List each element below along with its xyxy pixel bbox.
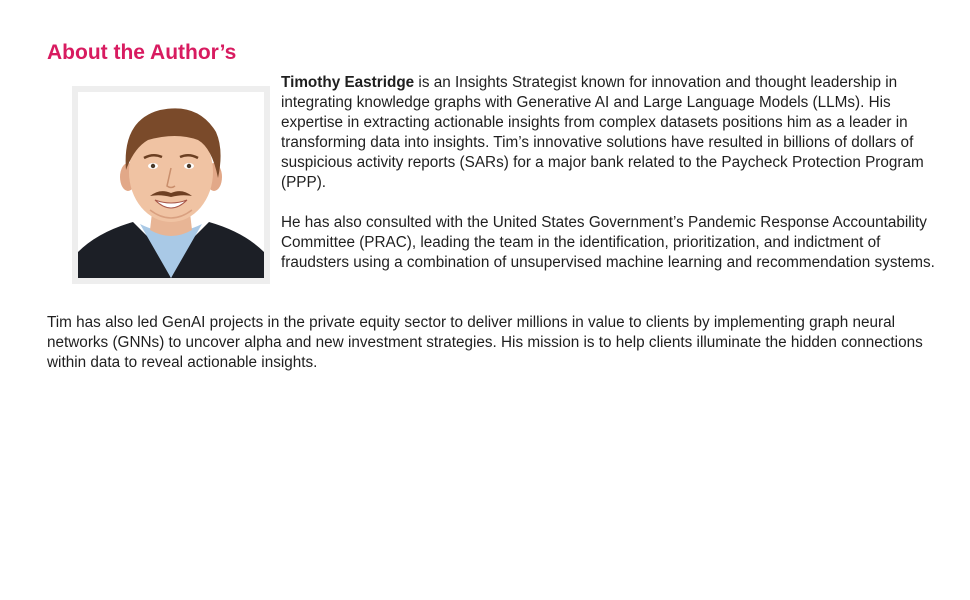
author-photo bbox=[72, 86, 270, 284]
bio-paragraph-1 bbox=[281, 73, 941, 193]
section-title: About the Author’s bbox=[47, 41, 237, 64]
author-bio bbox=[281, 73, 941, 273]
bio-paragraph-1-text: is an Insights Strategist known for innovation and thought leadership in integrating knowledge graphs with Generative AI and Large Language Models (LLMs). His expertise in extracting actionable insights from complex datasets positions him as a leader in transforming data into insights. Tim’s innovative solutions have resulted in billions of dollars of suspicious activity reports (SARs) for a major bank related to the Paycheck Protection Program (PPP). bbox=[281, 74, 924, 191]
bio-paragraph-2: He has also consulted with the United States Government’s Pandemic Response Accountability Committee (PRAC), leading the team in the identification, prioritization, and indictment of fraudsters using a combination of unsupervised machine learning and recommendation systems. bbox=[281, 214, 935, 271]
author-name: Timothy Eastridge bbox=[281, 74, 415, 91]
bio-paragraph-3: Tim has also led GenAI projects in the private equity sector to deliver millions in value to clients by implementing graph neural networks (GNNs) to uncover alpha and new investment strategies. His mission is to help clients illuminate the hidden connections within data to reveal actionable insights. bbox=[47, 314, 923, 371]
